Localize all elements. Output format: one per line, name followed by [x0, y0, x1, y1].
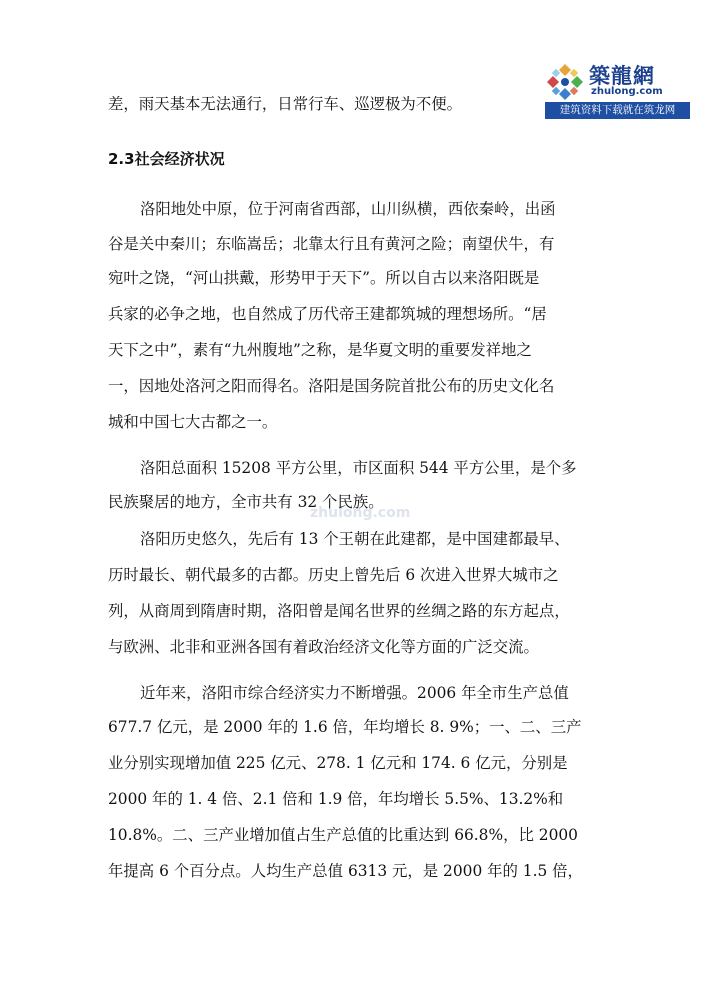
text-line: 与欧洲、北非和亚洲各国有着政治经济文化等方面的广泛交流。: [108, 638, 539, 656]
logo-banner: 建筑资料下载就在筑龙网: [545, 102, 690, 119]
text-line: 业分别实现增加值 225 亿元、278. 1 亿元和 174. 6 亿元，分别是: [108, 754, 568, 772]
logo-domain: zhulong.com: [591, 86, 663, 97]
text-line: 年提高 6 个百分点。人均生产总值 6313 元，是 2000 年的 1.5 倍，: [108, 862, 583, 880]
text-line: 谷是关中秦川；东临嵩岳；北靠太行且有黄河之险；南望伏牛，有: [108, 235, 555, 253]
text-line: 历时最长、朝代最多的古都。历史上曾先后 6 次进入世界大城市之: [108, 566, 559, 584]
text-line: 列，从商周到隋唐时期，洛阳曾是闻名世界的丝绸之路的东方起点，: [108, 602, 570, 620]
text-line: 宛叶之饶，“河山拱戴，形势甲于天下”。所以自古以来洛阳既是: [108, 269, 540, 287]
text-line: 差，雨天基本无法通行，日常行车、巡逻极为不便。: [108, 95, 462, 113]
text-line: 10.8%。二、三产业增加值占生产总值的比重达到 66.8%，比 2000: [108, 826, 578, 844]
snowflake-logo-icon: [545, 62, 585, 102]
text-line: 天下之中”，素有“九州腹地”之称，是华夏文明的重要发祥地之: [108, 341, 532, 359]
text-line: 洛阳地处中原，位于河南省西部，山川纵横，西依秦岭，出函: [140, 200, 556, 218]
logo-title: 築龍網: [589, 64, 655, 88]
text-line: 城和中国七大古都之一。: [108, 413, 278, 431]
text-line: 洛阳总面积 15208 平方公里，市区面积 544 平方公里，是个多: [140, 459, 577, 477]
text-line: 近年来，洛阳市综合经济实力不断增强。2006 年全市生产总值: [140, 684, 569, 702]
section-heading: 2.3社会经济状况: [108, 150, 225, 168]
text-line: 677.7 亿元，是 2000 年的 1.6 倍，年均增长 8. 9%；一、二、三产: [108, 718, 582, 736]
text-line: 洛阳历史悠久，先后有 13 个王朝在此建都，是中国建都最早、: [140, 530, 570, 548]
text-line: 民族聚居的地方，全市共有 32 个民族。: [108, 493, 384, 511]
text-line: 兵家的必争之地，也自然成了历代帝王建都筑城的理想场所。“居: [108, 305, 547, 323]
text-line: 一，因地处洛河之阳而得名。洛阳是国务院首批公布的历史文化名: [108, 377, 555, 395]
text-line: 2000 年的 1. 4 倍、2.1 倍和 1.9 倍，年均增长 5.5%、13.2%和: [108, 790, 564, 808]
zhulong-logo: [545, 58, 690, 120]
watermark: zhulong.com: [310, 505, 411, 521]
